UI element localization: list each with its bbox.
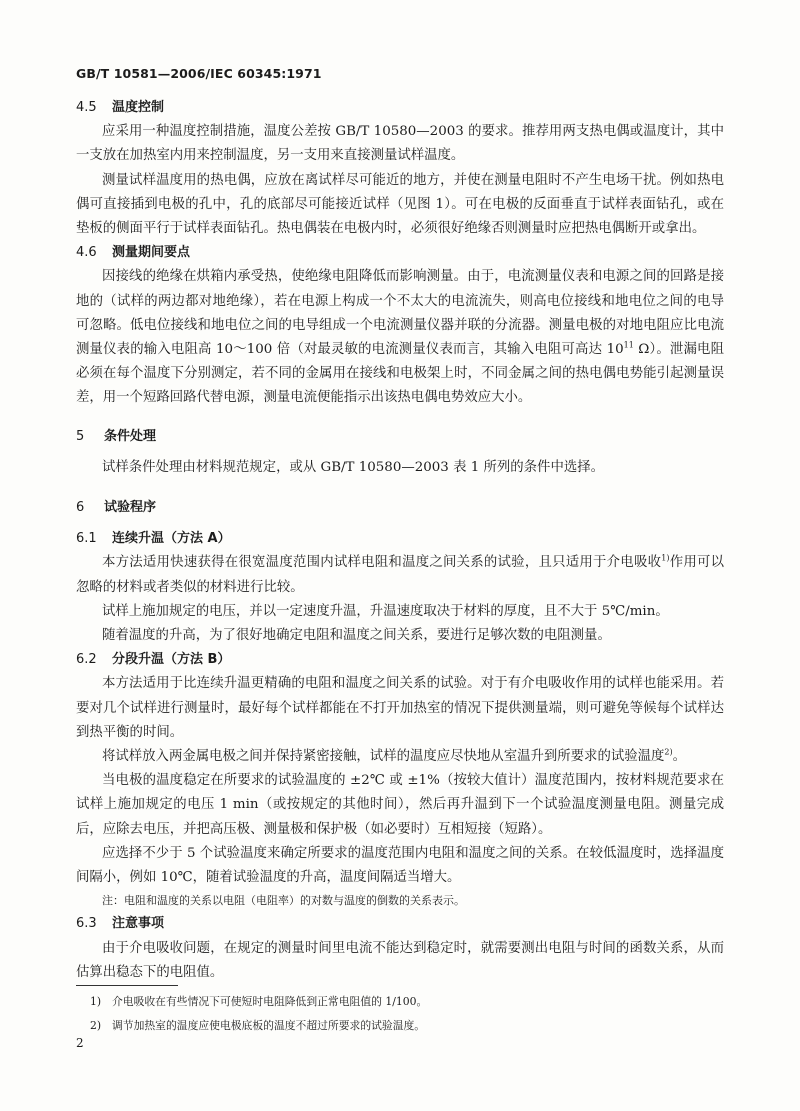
footnote-divider	[76, 985, 178, 986]
paragraph: 试样上施加规定的电压，并以一定速度升温，升温速度取决于材料的厚度，且不大于 5℃/min。	[102, 603, 669, 619]
paragraph: 本方法适用于比连续升温更精确的电阻和温度之间关系的试验。对于有介电吸收作用的试样也能采用。若要对几个试样进行测量时，最好每个试样都能在不打开加热室的情况下提供测量端，则可避免等候每个试样达到热平衡的时间。	[76, 676, 724, 740]
paragraph: 由于介电吸收问题，在规定的测量时间里电流不能达到稳定时，就需要测出电阻与时间的函数关系，从而估算出稳态下的电阻值。	[76, 940, 724, 980]
paragraph: 测量试样温度用的热电偶，应放在离试样尽可能近的地方，并使在测量电阻时不产生电场干扰。例如热电偶可直接插到电极的孔中，孔的底部尽可能接近试样（见图 1）。可在电极的反面垂直于试样表面钻孔，或在垫板的侧面平行于试样表面钻孔。热电偶装在电极内时，必须很好绝缘否则测量时应把热电偶断开或拿出。	[76, 172, 724, 237]
paragraph: 试样条件处理由材料规范规定，或从 GB/T 10580—2003 表 1 所列的条件中选择。	[102, 459, 605, 475]
section-heading-4-5: 4.5 温度控制	[76, 100, 165, 115]
section-heading-4-6: 4.6 测量期间要点	[76, 245, 191, 261]
paragraph: 本方法适用快速获得在很宽温度范围内试样电阻和温度之间关系的试验，且只适用于介电吸收$^{1)}$作用可以忽略的材料或者类似的材料进行比较。	[76, 553, 725, 595]
footnote: 1) 介电吸收在有些情况下可使短时电阻降低到正常电阻值的 1/100。	[90, 995, 428, 1008]
standard-header: GB/T 10581—2006/IEC 60345:1971	[76, 66, 322, 81]
document-body	[76, 96, 724, 985]
section-heading-5: 5 条件处理	[76, 428, 157, 444]
paragraph: 当电极的温度稳定在所要求的试验温度的 ±2℃ 或 ±1%（按较大值计）温度范围内，按材料规范要求在试样上施加规定的电压 1 min（或按规定的其他时间），然后再升温到下一个试验温度测量电阻。测量完成后，应除去电压，并把高压极、测量极和保护极（如必要时）互相短接（短路）。	[76, 773, 724, 837]
page-number: 2	[76, 1036, 84, 1050]
paragraph: 随着温度的升高，为了很好地确定电阻和温度之间关系，要进行足够次数的电阻测量。	[102, 628, 611, 644]
paragraph: 应选择不少于 5 个试验温度来确定所要求的温度范围内电阻和温度之间的关系。在较低温度时，选择温度间隔小，例如 10℃，随着试验温度的升高，温度间隔适当增大。	[76, 845, 724, 886]
paragraph: 应采用一种温度控制措施，温度公差按 GB/T 10580—2003 的要求。推荐用两支热电偶或温度计，其中一支放在加热室内用来控制温度，另一支用来直接测量试样温度。	[76, 124, 724, 164]
paragraph: 将试样放入两金属电极之间并保持紧密接触，试样的温度应尽快地从室温升到所要求的试验温度$^{2)}$。	[102, 747, 687, 765]
footnotes	[76, 990, 724, 1038]
section-heading-6-3: 6.3 注意事项	[76, 916, 165, 932]
section-heading-6: 6 试验程序	[76, 500, 157, 516]
section-heading-6-2: 6.2 分段升温（方法 B）	[76, 652, 231, 668]
section-heading-6-1: 6.1 连续升温（方法 A）	[76, 531, 231, 547]
paragraph: 因接线的绝缘在烘箱内承受热，使绝缘电阻降低而影响测量。由于，电流测量仪表和电源之间的回路是接地的（试样的两边都对地绝缘），若在电源上构成一个不太大的电流流失，则高电位接线和地电位之间的电导可忽略。低电位接线和地电位之间的电导组成一个电流测量仪器并联的分流器。测量电极的对地电阻应比电流测量仪表的输入电阻高 10～100 倍（对最灵敏的电流测量仪表而言，其输入电阻可高达 $10^{11}$ Ω）。泄漏电阻必须在每个温度下分别测定，若不同的金属用在接线和电极架上时，不同金属之间的热电偶电势能引起测量误差，用一个短路回路代替电源，测量电流便能指示出该热电偶电势效应大小。	[76, 269, 724, 406]
footnote: 2) 调节加热室的温度应使电极底板的温度不超过所要求的试验温度。	[90, 1019, 426, 1032]
note: 注：电阻和温度的关系以电阻（电阻率）的对数与温度的倒数的关系表示。	[102, 894, 465, 908]
